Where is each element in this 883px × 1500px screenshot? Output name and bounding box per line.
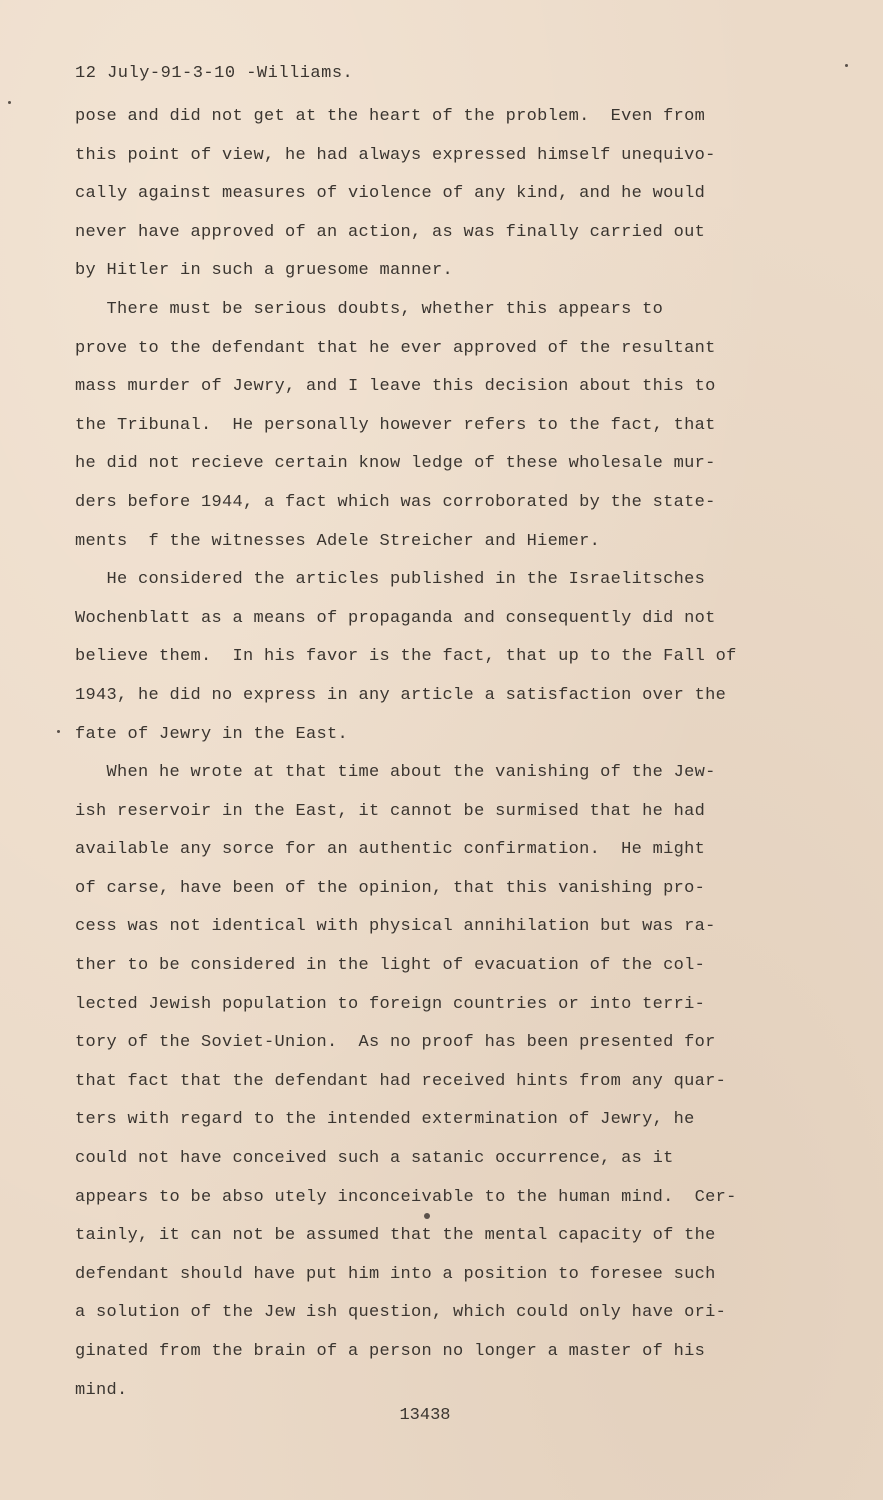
text-line: believe them. In his favor is the fact, that up to the Fall of xyxy=(75,647,737,667)
text-line: the Tribunal. He personally however refers to the fact, that xyxy=(75,415,716,435)
text-line: fate of Jewry in the East. xyxy=(75,724,349,744)
text-line: When he wrote at that time about the vanishing of the Jew- xyxy=(75,763,716,783)
text-line: There must be serious doubts, whether this appears to xyxy=(75,299,664,319)
text-line: cally against measures of violence of any kind, and he would xyxy=(75,184,706,204)
text-line: of carse, have been of the opinion, that this vanishing pro- xyxy=(75,878,706,898)
text-line: that fact that the defendant had received hints from any quar- xyxy=(75,1071,727,1091)
paper-speck xyxy=(57,730,60,733)
text-line: ders before 1944, a fact which was corroborated by the state- xyxy=(75,492,716,512)
text-line: prove to the defendant that he ever approved of the resultant xyxy=(75,338,716,358)
text-line: ments f the witnesses Adele Streicher and Hiemer. xyxy=(75,531,601,551)
text-line: pose and did not get at the heart of the problem. Even from xyxy=(75,107,706,126)
text-line: a solution of the Jew ish question, which could only have ori- xyxy=(75,1303,727,1323)
text-line: 1943, he did no express in any article a satisfaction over the xyxy=(75,685,727,705)
text-line: mass murder of Jewry, and I leave this decision about this to xyxy=(75,377,716,397)
text-line: cess was not identical with physical annihilation but was ra- xyxy=(75,917,716,937)
text-line: tory of the Soviet-Union. As no proof has been presented for xyxy=(75,1033,716,1053)
text-line: available any sorce for an authentic confirmation. He might xyxy=(75,840,706,860)
text-line: tainly, it can not be assumed that the mental capacity of the xyxy=(75,1226,716,1246)
paper-speck xyxy=(8,101,11,104)
document-header: 12 July-91-3-10 -Williams. xyxy=(75,64,354,83)
text-line: appears to be abso utely inconceivable to the human mind. Cer- xyxy=(75,1187,737,1207)
document-body xyxy=(75,98,815,1410)
text-line: lected Jewish population to foreign countries or into terri- xyxy=(75,994,706,1014)
text-line: by Hitler in such a gruesome manner. xyxy=(75,261,454,281)
text-line: ters with regard to the intended extermination of Jewry, he xyxy=(75,1110,706,1130)
text-line: never have approved of an action, as was finally carried out xyxy=(75,222,706,242)
paper-speck xyxy=(424,1213,430,1219)
text-line: mind. xyxy=(75,1380,128,1400)
text-line: defendant should have put him into a position to foresee such xyxy=(75,1264,716,1284)
text-line: he did not recieve certain know ledge of these wholesale mur- xyxy=(75,454,716,474)
text-line: could not have conceived such a satanic occurrence, as it xyxy=(75,1149,674,1169)
text-line: Wochenblatt as a means of propaganda and consequently did not xyxy=(75,608,716,628)
paper-speck xyxy=(845,64,848,67)
text-line: He considered the articles published in the Israelitsches xyxy=(75,570,706,590)
text-line: ginated from the brain of a person no longer a master of his xyxy=(75,1342,706,1361)
text-line: ish reservoir in the East, it cannot be surmised that he had xyxy=(75,801,706,821)
text-line: ther to be considered in the light of evacuation of the col- xyxy=(75,956,706,976)
page-number: 13438 xyxy=(399,1406,451,1425)
text-line: this point of view, he had always expressed himself unequivo- xyxy=(75,145,716,165)
